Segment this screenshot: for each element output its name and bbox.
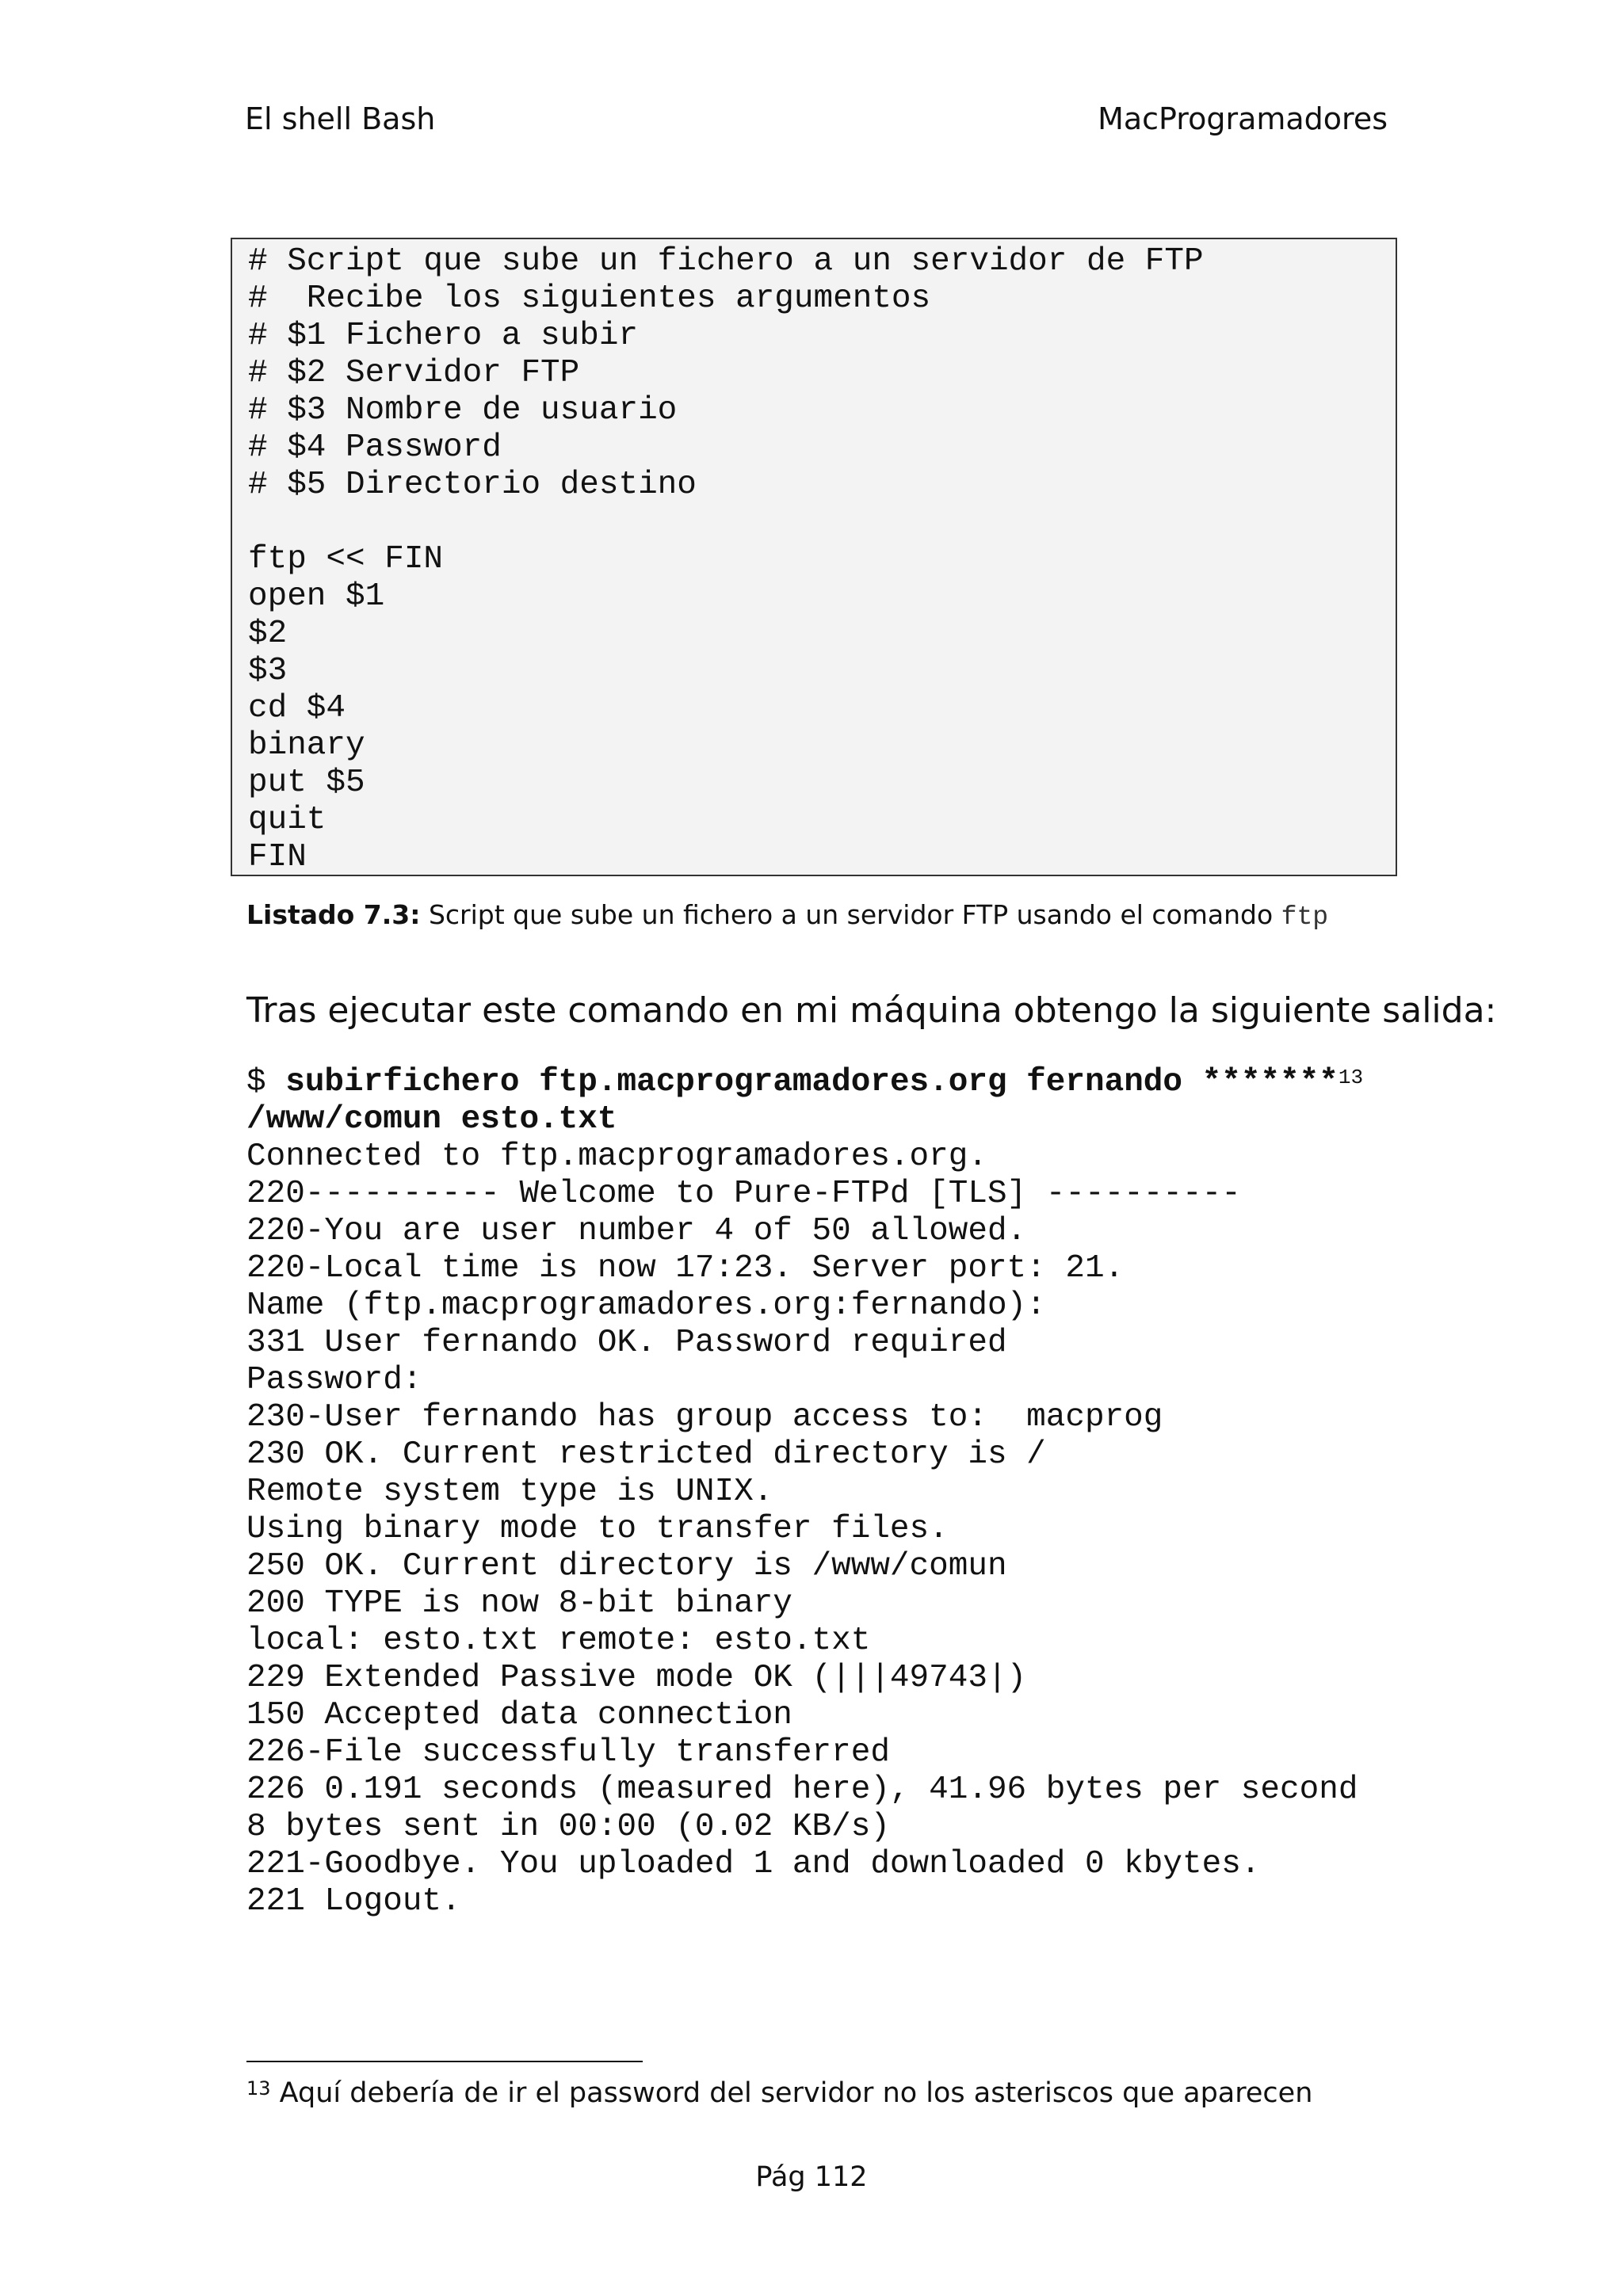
caption-label: Listado 7.3:: [246, 899, 421, 930]
code-line: # $1 Fichero a subir: [248, 318, 639, 354]
footnote: [246, 2077, 1312, 2109]
output-line: 226-File successfully transferred: [246, 1734, 890, 1771]
footnote-text: Aquí debería de ir el password del servidor no los asteriscos que aparecen: [270, 2077, 1313, 2109]
output-line: Name (ftp.macprogramadores.org:fernando):: [246, 1287, 1046, 1324]
footnote-separator: [246, 2061, 643, 2062]
code-line: # Recibe los siguientes argumentos: [248, 280, 931, 317]
command-line: [246, 1064, 1363, 1101]
command-continuation: /www/comun esto.txt: [246, 1101, 617, 1138]
command-text: subirfichero ftp.macprogramadores.org fernando *******: [285, 1064, 1338, 1100]
running-header-title: El shell Bash: [245, 101, 436, 136]
output-line: 220-Local time is now 17:23. Server port: 21.: [246, 1250, 1125, 1287]
output-line: 250 OK. Current directory is /www/comun: [246, 1548, 1007, 1585]
output-line: 220-You are user number 4 of 50 allowed.: [246, 1213, 1027, 1249]
code-line: $2: [248, 616, 288, 652]
caption-code: ftp: [1281, 902, 1329, 932]
code-line: # $4 Password: [248, 429, 502, 466]
output-line: Remote system type is UNIX.: [246, 1474, 773, 1510]
code-line: FIN: [248, 839, 307, 875]
running-header-site: MacProgramadores: [1098, 101, 1388, 136]
footnote-reference: 13: [1338, 1066, 1364, 1089]
output-line: 200 TYPE is now 8-bit binary: [246, 1585, 792, 1622]
output-line: 230 OK. Current restricted directory is /: [246, 1436, 1046, 1473]
intro-paragraph: Tras ejecutar este comando en mi máquina obtengo la siguiente salida:: [246, 990, 1497, 1031]
terminal-output: [246, 1064, 1363, 1920]
output-line: 220---------- Welcome to Pure-FTPd [TLS] ----------: [246, 1176, 1241, 1212]
output-line: 8 bytes sent in 00:00 (0.02 KB/s): [246, 1809, 890, 1845]
output-line: 230-User fernando has group access to: macprog: [246, 1399, 1163, 1436]
code-line: quit: [248, 802, 327, 838]
code-line: [248, 504, 1396, 541]
code-line: # $3 Nombre de usuario: [248, 392, 678, 429]
code-line: open $1: [248, 578, 385, 615]
output-line: 221 Logout.: [246, 1883, 461, 1920]
code-line: # $2 Servidor FTP: [248, 355, 580, 391]
shell-prompt: $: [246, 1064, 286, 1100]
code-line: cd $4: [248, 690, 346, 727]
output-line: Password:: [246, 1362, 422, 1398]
code-line: $3: [248, 653, 288, 689]
footnote-number: 13: [246, 2077, 271, 2100]
output-line: 229 Extended Passive mode OK (|||49743|): [246, 1660, 1027, 1696]
output-line: Connected to ftp.macprogramadores.org.: [246, 1138, 987, 1175]
code-listing: [231, 238, 1397, 876]
output-line: 150 Accepted data connection: [246, 1697, 792, 1733]
output-line: 331 User fernando OK. Password required: [246, 1325, 1007, 1361]
code-line: # Script que sube un fichero a un servidor de FTP: [248, 243, 1204, 280]
page-number: Pág 112: [755, 2161, 868, 2193]
output-line: local: esto.txt remote: esto.txt: [246, 1623, 871, 1659]
caption-text: Script que sube un fichero a un servidor FTP usando el comando: [420, 899, 1281, 930]
code-line: binary: [248, 727, 365, 764]
code-line: ftp << FIN: [248, 541, 444, 578]
code-line: put $5: [248, 765, 365, 801]
output-line: 226 0.191 seconds (measured here), 41.96 bytes per second: [246, 1772, 1358, 1808]
output-line: 221-Goodbye. You uploaded 1 and downloaded 0 kbytes.: [246, 1846, 1261, 1882]
output-line: Using binary mode to transfer files.: [246, 1511, 949, 1547]
listing-caption: [246, 899, 1328, 932]
code-line: # $5 Directorio destino: [248, 467, 697, 503]
